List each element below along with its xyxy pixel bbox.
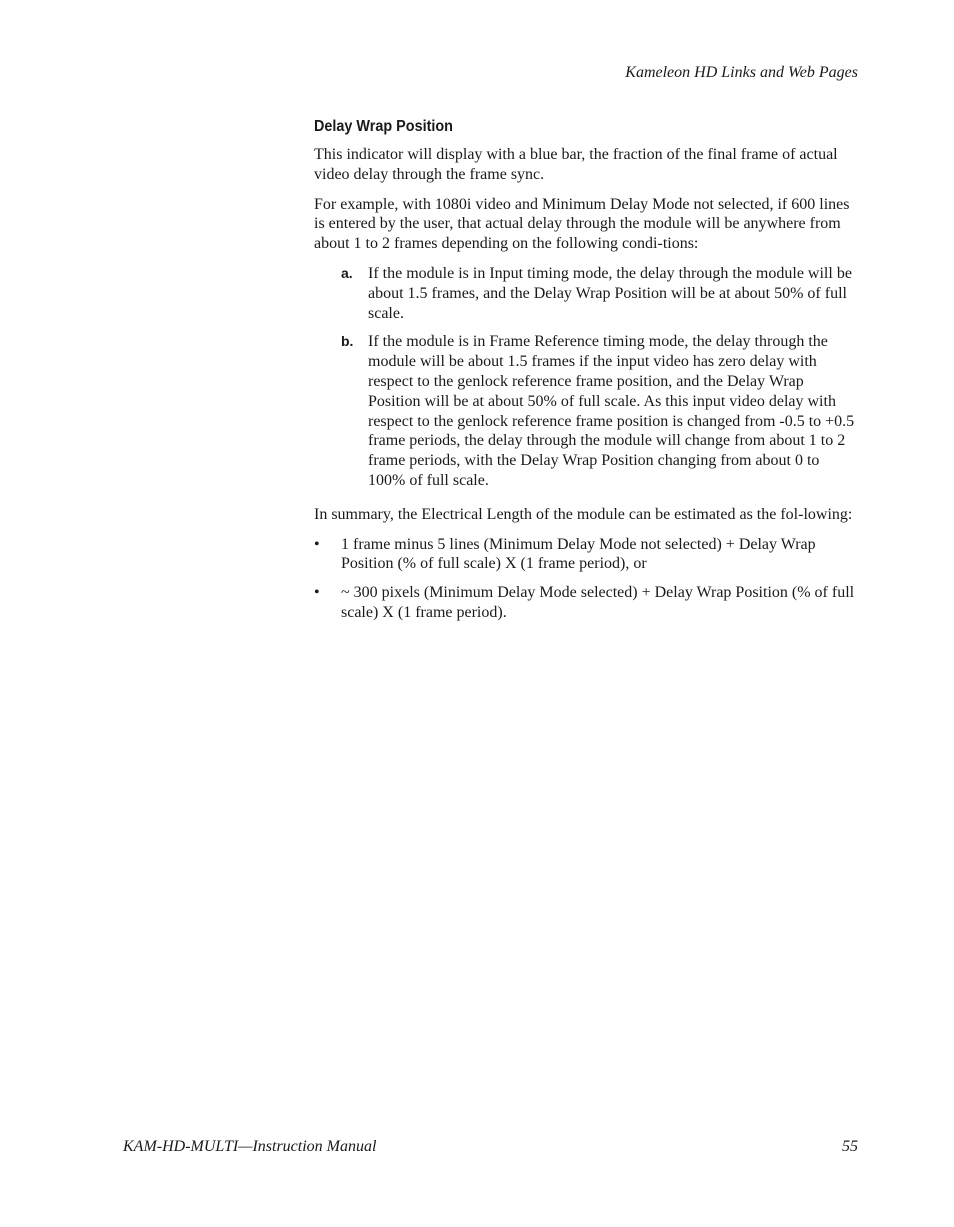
footer-manual-title: KAM-HD-MULTI—Instruction Manual — [123, 1138, 377, 1155]
bullet-item-1-text: 1 frame minus 5 lines (Minimum Delay Mode not selected) + Delay Wrap Position (% of full scale) X (1 frame period), or — [341, 535, 816, 573]
bullet-icon: • — [314, 584, 320, 602]
list-marker-b: b. — [341, 333, 354, 350]
bullet-item-2 — [314, 583, 859, 623]
summary-paragraph: In summary, the Electrical Length of the module can be estimated as the fol-lowing: — [314, 505, 853, 523]
list-item-b — [314, 332, 859, 490]
bullet-list — [314, 535, 859, 623]
list-marker-a: a. — [341, 264, 353, 281]
main-content — [314, 117, 859, 632]
list-item-a — [314, 264, 859, 323]
example-paragraph: For example, with 1080i video and Minimum Delay Mode not selected, if 600 lines is entered by the user, that actual delay through the module will be anywhere from about 1 to 2 frames depending on the following condi-tions: — [314, 195, 850, 253]
list-item-b-text: If the module is in Frame Reference timing mode, the delay through the module will be about 1.5 frames if the input video has zero delay with respect to the genlock reference frame position, and the Delay Wrap Position will be at about 50% of full scale. As this input video delay with respect to the genlock reference frame position is changed from -0.5 to +0.5 frame periods, the delay through the module will change from about 1 to 2 frame periods, with the Delay Wrap Position changing from about 0 to 100% of full scale. — [368, 333, 855, 489]
bullet-item-2-text: ~ 300 pixels (Minimum Delay Mode selected) + Delay Wrap Position (% of full scale) X (1 frame period). — [341, 584, 855, 621]
bullet-icon: • — [314, 535, 320, 553]
bullet-item-1 — [314, 535, 859, 575]
lettered-list — [314, 264, 859, 491]
intro-paragraph: This indicator will display with a blue bar, the fraction of the final frame of actual video delay through the frame sync. — [314, 146, 838, 183]
footer-page-number: 55 — [842, 1138, 858, 1155]
list-item-a-text: If the module is in Input timing mode, the delay through the module will be about 1.5 frames, and the Delay Wrap Position will be at about 50% of full scale. — [368, 264, 852, 322]
running-header-title: Kameleon HD Links and Web Pages — [625, 64, 858, 81]
section-title: Delay Wrap Position — [314, 118, 453, 135]
